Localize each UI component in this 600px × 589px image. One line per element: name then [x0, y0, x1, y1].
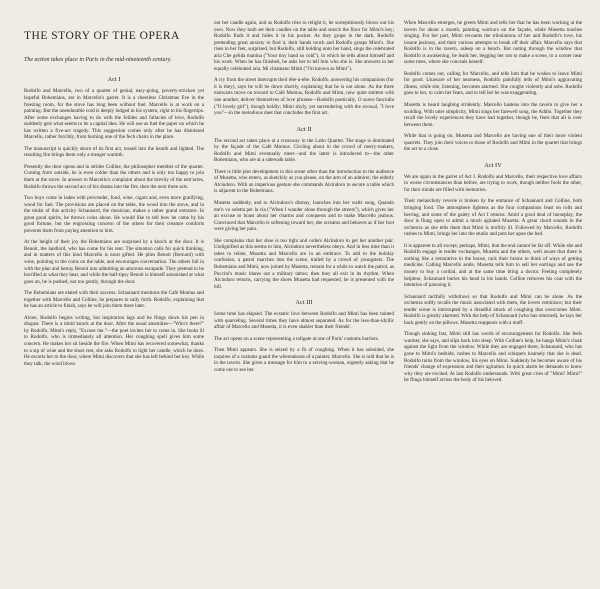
- act-1-heading: Act I: [107, 76, 121, 84]
- paragraph: Though sinking fast, Mimi still has words of encouragement for Rodolfo. She feels warmer, she says, and slips back into sleep. With Colline's help, he hangs Mimi's cloak against the light from the window. While they are engaged there, Schaunard, who has gone to Mimi's bedside, rushes to Marcello and whispers hoarsely that she is dead. Rodolfo turns from the window, his eyes on Mimi. Suddenly he becomes aware of his friends' change of expression and their agitation. In quick alarm he demands to know why they are excited. At last Rodolfo understands. With great cries of "Mimi! Mimi!" he flings himself across the body of his beloved.: [404, 331, 582, 384]
- paragraph: A cry from the street interrupts their tête-à-tête. Rodolfo, answering his companions (for it is they), says he will be down shortly, explaining that he is not alone. As the three malwarts move on toward to Café Momus, Rodolfo and Mimi, now quite smitten with one another, deliver themselves of love phrases—Rodolfo poetically, O soave fanciulla ("O lovely girl"), though boldly; Mimi shyly, yet surrendering with the avowal, "I love you"—in the melodious duet that concludes the first act.: [214, 77, 394, 117]
- paragraph: The manuscript is quickly shorn of its first act, tossed into the hearth and lighted. The resulting fire brings them only a meager warmth.: [24, 145, 204, 159]
- paragraph: Presently the door opens and in strides Colline, the philosopher member of the quarter. Coming from outside, he is even colder than the others and is only too happy to join them at the stove. In answer to Marcello's complaint about the brevity of the entr'actes, Rodolfo throws the second act of his drama into the fire, then the next three acts.: [24, 163, 204, 190]
- paragraph: Then Mimi appears. She is seized by a fit of coughing. When it has subsided, she inquires of a customs guard the whereabouts of a painter, Marcello. She is told that he is in the tavern. She gives a message for him to a serving-woman, urgently asking that he come out to see her.: [214, 347, 394, 373]
- paragraph: The Bohemians are elated with their success. Schaunard mentions the Café Momus and together with Marcello and Colline, he prepares to sally forth. Rodolfo, explaining that he has an article to finish, says he will join them there later.: [24, 290, 204, 310]
- paragraph: Rodolfo comes out, calling for Marcello, and tells him that he wishes to leave Mimi for good. Unaware of her nearness, Rodolfo painfully tells of Mimi's aggravating illness, while she, listening, becomes alarmed. She coughs violently and sobs. Rodolfo goes to her, to calm her fears, and to tell her he was exaggerating.: [404, 70, 582, 97]
- paragraph: Musetta is heard laughing stridently. Marcello hastens into the tavern to give her a scolding. With utter simplicity, Mimi sings her farewell song, the Addio. Together they recall the lovely experiences they have had together, though he, feels that all is over between them.: [404, 102, 582, 128]
- paragraph: While that is going on, Musetta and Marcello are having one of their more violent quarrels. They join their voices to those of Rodolfo and Mimi in the quartet that brings the act to a close.: [404, 133, 582, 153]
- paragraph: Their melancholy reverie is broken by the entrance of Schaunard and Colline, both bringing food. The atmosphere lightens as the four companions feast on rolls and herring, and some of the gaiety of Act I returns. Amid a good deal of horseplay, the door is flung open to admit a much agitated Musetta. A great chord sounds in the orchestra as she tells them that Mimi is terribly ill. Followed by Marcello, Rodolfo rushes to Mimi, brings her into the studio and puts her upon the bed.: [404, 198, 582, 238]
- column-1: [24, 20, 204, 372]
- paragraph: We are again in the garret of Act I. Rodolfo and Marcello, their respective love affairs in worse circumstances than before, are trying to work, though neither fools the other, for their minds are filled with memories.: [404, 173, 582, 193]
- paragraph: Two boys come in laden with provender, food, wine, cigars and, even more gratifying, wood for fuel. The provisions are placed on the table, the wood into the stove, and in the midst of this activity Schaunard, the musician, makes a rather grand entrance. In great good spirits, he throws coins about. He would like to tell how he came by his good fortune, but the engrossing concern of the others for their creature comforts prevents them from paying attention to him.: [24, 195, 204, 234]
- act-2-heading: Act II: [296, 125, 312, 133]
- paragraph: out her candle again, and as Rodolfo tries to relight it, he surreptitiously blows out his own. Now they both set their candles on the table and search the floor for Mimi's key; Rodolfo finds it and hides it in his pocket. As they grope in the dark, Rodolfo pretending great anxiety to find it, their hands touch and Rodolfo grasps Mimi's. She rises to her feet, surprised, but Rodolfo, still holding onto her hand, sings the celebrated aria Che gelida manina ("Your tiny hand so cold"), in which he tells about himself and his work. When he has finished, he asks her to tell him who she is. She answers in her equally celebrated aria, Mi chiamano Mimi ("I'm known as Mimi").: [214, 20, 394, 72]
- column-3: [404, 20, 582, 389]
- paragraph: At the height of their joy the Bohemians are surprised by a knock at the door. It is Benoit, the landlord, who has come for his rent. The situation calls for quick thinking, and in matters of this kind Marcello is most gifted. He plies Benoit (Bernard) with wine, pointing to the coins on the table, and encourages conversation. The others fall in with the plan and betray Benoit into admitting an amorous escapade. They pretend to be horrified at what they hear, and while the half-tipsy Benoit is himself astonished at what goes on, he is pushed, not too gently, through the door.: [24, 239, 204, 285]
- paragraph: Musetta suddenly, and to Alcindoro's dismay, launches into her waltz song, Quando me'n vo soletta per la via ("When I wander alone through the streets"), which gives her an excuse to boast about her charms and conquests and to make Marcello jealous. Convinced that Marcello is softening toward her, she screams and behaves as if her foot were giving her pain.: [214, 200, 394, 233]
- page-title: THE STORY OF THE OPERA: [24, 30, 180, 42]
- paragraph: Rodolfo and Marcello, two of a quartet of genial, easy-going, poverty-stricken yet hopeful Bohemians, are in Marcello's garret. It is a cheerless Christmas Eve in the freezing room, for the stove has long been without fuel. Marcello is at work on a painting. But the unendurable cold is deeply lodged in his system, right to his fingertips. After some exchanges having to do with the foibles and fallacies of love, Rodolfo suddenly gets what seems to be a capital idea. He will use as fuel the paper on which he has written a five-act tragedy. This suggestion comes only after he has dismissed Marcello, rather forcibly, from burning one of the fech chairs in the place.: [24, 88, 204, 141]
- intro-text: The action takes place in Paris in the mid-nineteenth century.: [24, 57, 172, 63]
- paragraph: The act opens on a scene representing a tollgate at one of Paris' customs barriers.: [214, 335, 379, 342]
- paragraph: She complains that her shoe is too tight and orders Alcindoro to get her another pair. Undignified as this seems to him, Alcindoro nevertheless obeys. And in less time than it takes to relate, Musetta and Marcello are in an embrace. To add to the holiday confusion, a patrol marches into the scene, trailed by a crowd of youngsters. The Bohemians and Mimi, now joined by Musetta, remain for a while to watch the patrol, as Puccini's music blares out a military tattoo; then they all exit in its rhythm. When Alcindoro returns, carrying the shoes Musetta had requested, he is presented with the bill.: [214, 237, 394, 290]
- paragraph: It is apparent to all except, perhaps, Mimi, that the end cannot be far off. While she and Rodolfo engage in tender exchanges, Musetta and the others, well aware that there is nothing like a restorative in the house, rack their brains to think of ways of getting medicine. Calling Marcello aside, Musetta tells him to sell her earrings and use the money to buy a cordial, and at the same time bring a doctor. Feeling completely helpless, Schaunard buries his head in his hands. Colline removes his coat with the intention of pawning it.: [404, 242, 582, 289]
- act-3-heading: Act III: [295, 299, 313, 307]
- paragraph: When Marcello emerges, he greets Mimi and tells her that he has been working at the tavern for about a month, painting warriors on the façade, while Musetta teaches singing. For her part, Mimi recounts the tribulations of her and Rodolfo's love, his insane jealousy, and their various attempts to break off their affair. Marcello says that Rodolfo is in the tavern, asleep on a bench. But noting through the window that Rodolfo is awakening, he leads her, begging her not to make a scene, to a corner near some trees, where she conceals herself.: [404, 20, 582, 66]
- act-4-heading: Act IV: [484, 161, 502, 169]
- paragraph: There is little plot development in this scene other than the introduction to the audience of Musetta, who enters, as sketchily as you please, on the arm of an admirer, the elderly Alcindoro. With an imperious gesture she commands Alcindoro to secure a table which is adjacent to the Bohemians.: [214, 168, 394, 195]
- paragraph: Schaunard tactfully withdraws so that Rodolfo and Mimi can be alone. As the orchestra softly recalls the music associated with them, the lovers reminisce; but their tender scene is interrupted by a dreadful attack of coughing that overcomes Mimi. Rodolfo is greatly alarmed. With the help of Schaunard (who has returned), he lays her back gently on the pillows. Musetta reappears with a muff.: [404, 293, 582, 326]
- paragraph: Alone, Rodolfo begins writing, but inspiration lags and he flings down his pen in disgust. There is a timid knock at the door. After the usual amenities—"Who's there?" by Rodolfo, Mimi's reply, "Excuse me."—the poet invites her to come in. She looks ill to Rodolfo, who is immediately all attention. Her coughing spell gives him some concern. He makes her sit beside the fire. When Mimi has recovered somewhat, thanks to a sip of wine and the short rest, she asks Rodolfo to light her candle, which he does. He escorts her to the door, where Mimi discovers that she has left behind her key. While they talk, the wind blows: [24, 314, 204, 367]
- paragraph: Some time has elapsed. The ecstatic love between Rodolfo and Mimi has been tainted with quarreling. Several times they have almost separated. As for the less-than-idyllic affair of Marcello and Musetta, it is even shakier than their friends'.: [214, 311, 394, 331]
- paragraph: The second act takes place at a crossway in the Latin Quarter. The stage is dominated by the façade of the Café Momus. Circling about in the crowd of merry-makers, Rodolfo and Mimi eventually meet—and the latter is introduced to—the other Bohemians, who are at a sidewalk table.: [214, 137, 394, 164]
- column-2: [214, 20, 394, 379]
